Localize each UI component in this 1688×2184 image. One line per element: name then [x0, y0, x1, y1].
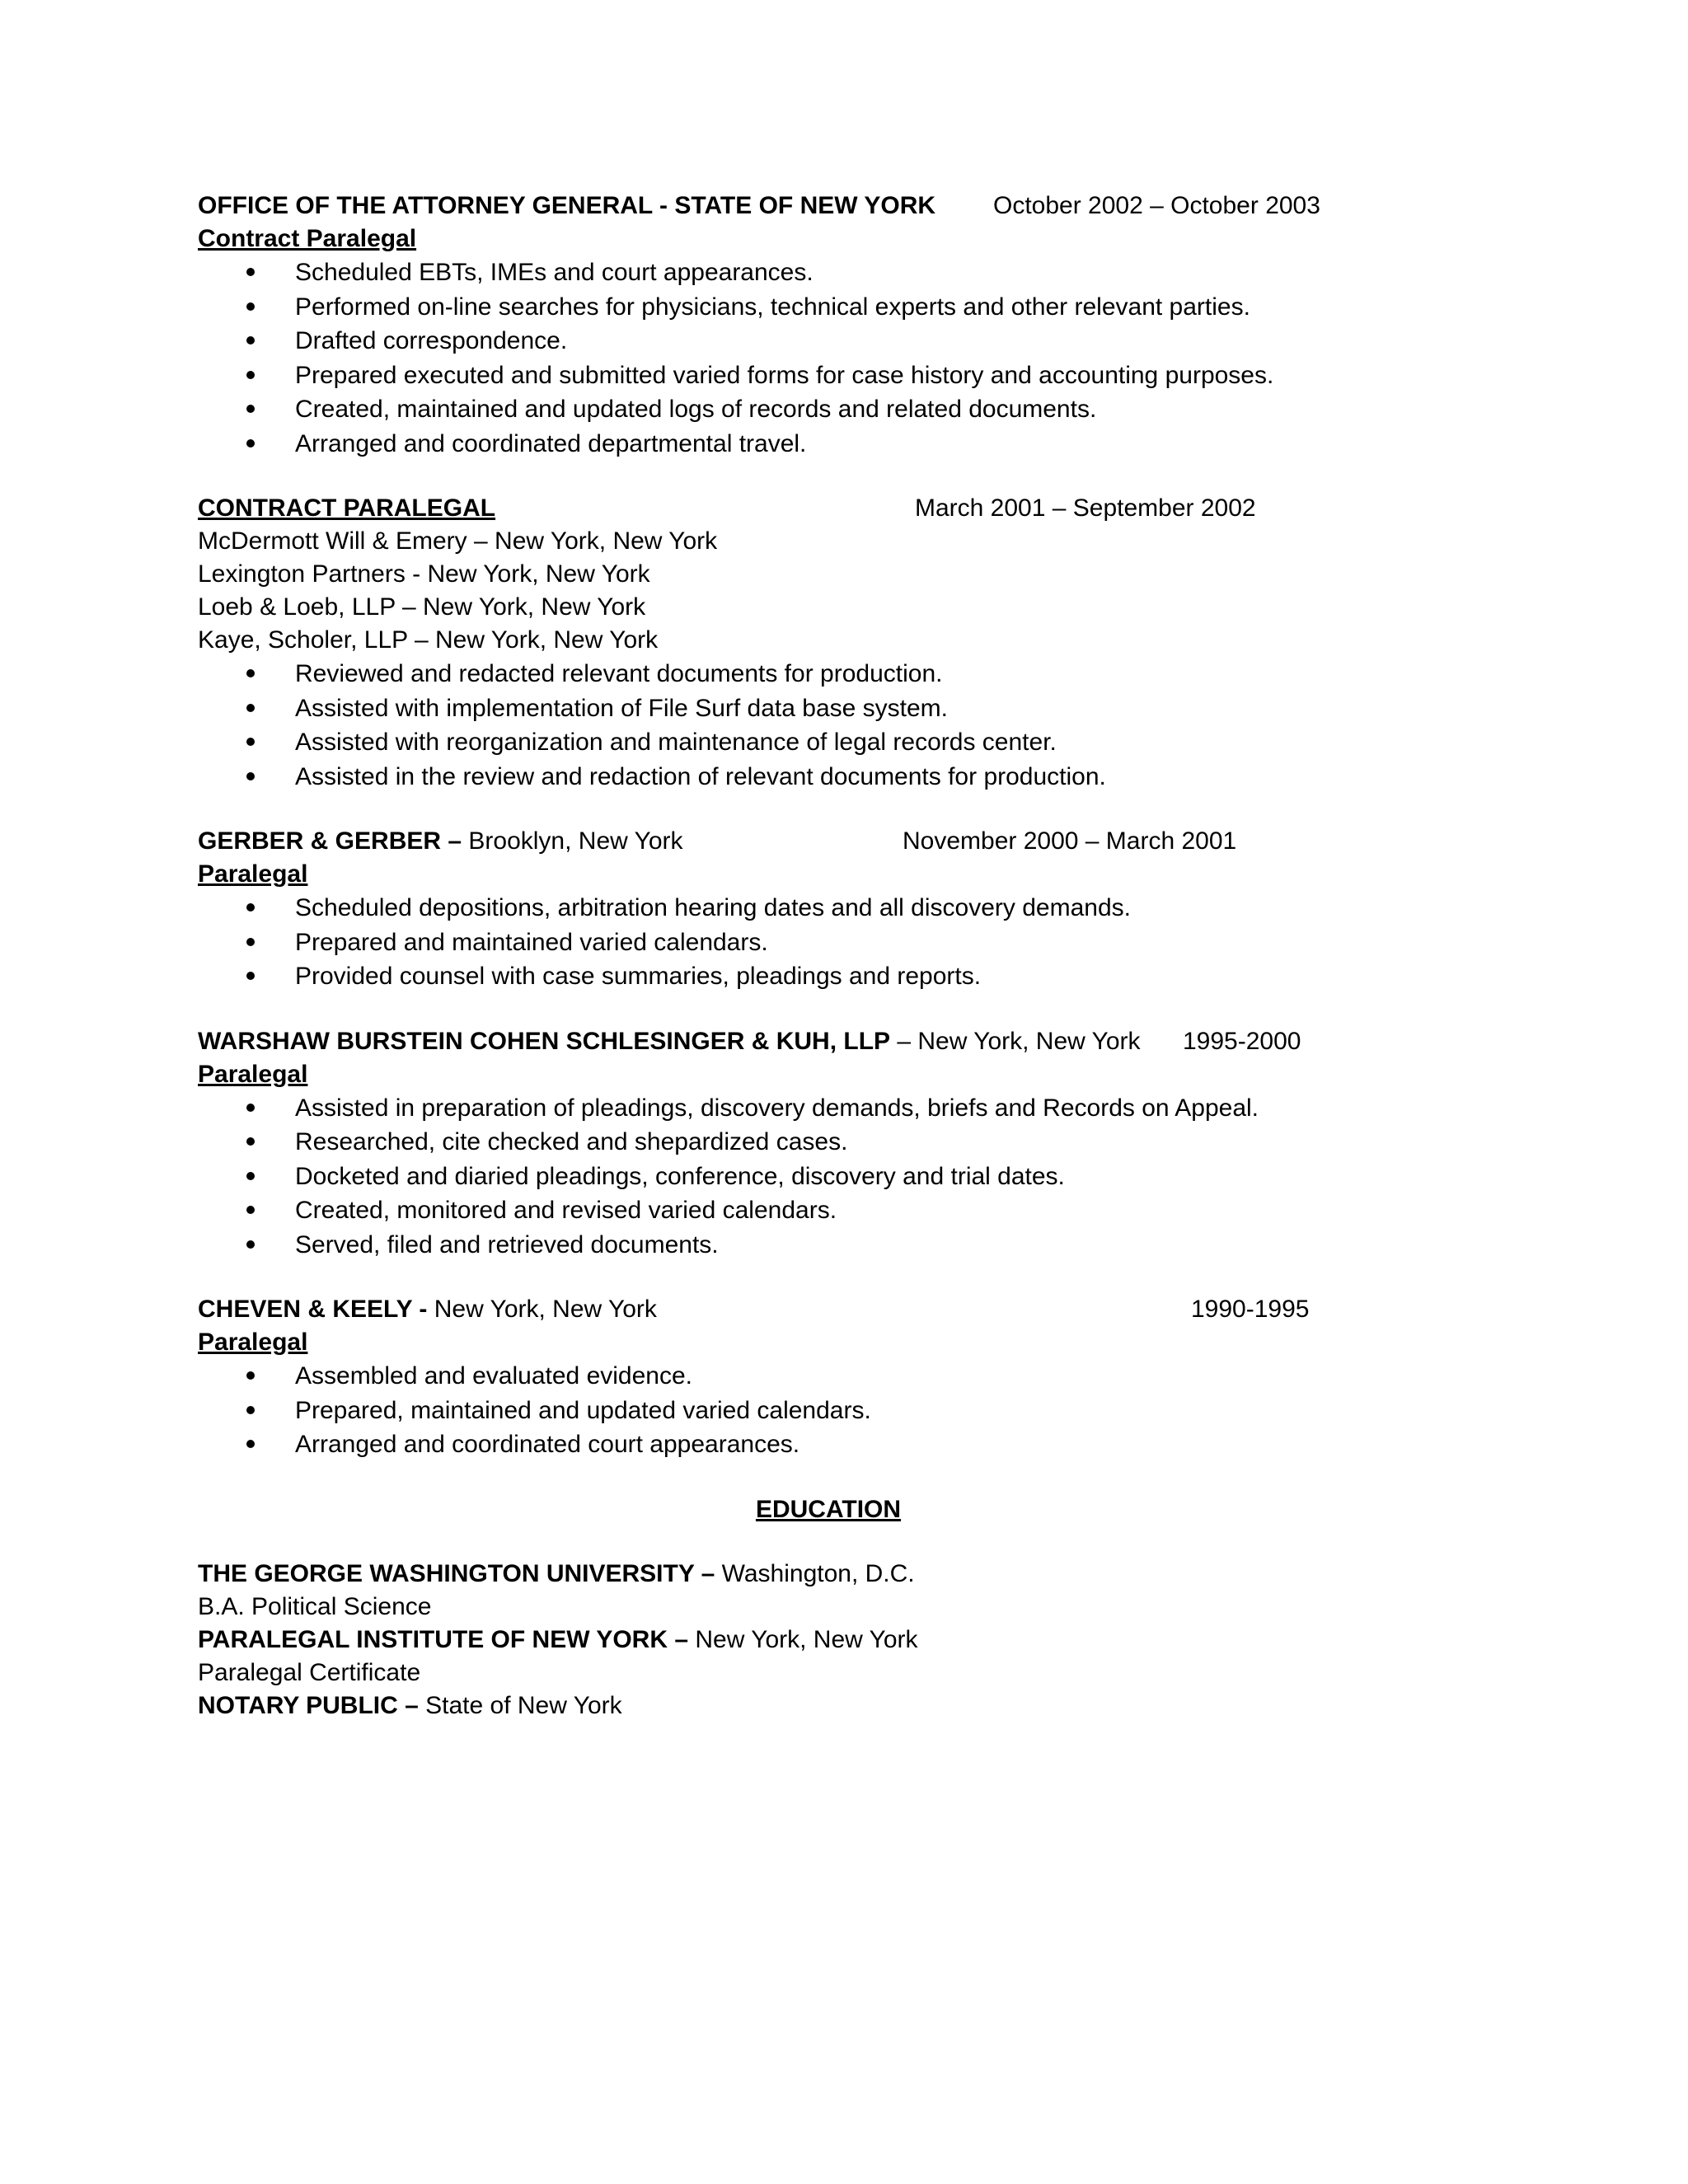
- employer-location: New York, New York: [427, 1296, 657, 1323]
- education-section: [198, 1493, 1434, 1722]
- list-item: Scheduled EBTs, IMEs and court appearances.: [198, 255, 1434, 290]
- job-title: Paralegal: [198, 1060, 308, 1088]
- bullet-icon: [246, 439, 255, 448]
- bullet-icon: [246, 1371, 255, 1380]
- school-location: State of New York: [418, 1691, 622, 1719]
- firm-line: Loeb & Loeb, LLP – New York, New York: [198, 593, 646, 621]
- bullet-icon: [246, 268, 255, 276]
- employer-location: – New York, New York: [890, 1027, 1141, 1055]
- bullet-icon: [246, 669, 255, 677]
- employer-name: GERBER & GERBER –: [198, 827, 462, 855]
- job-header: [198, 492, 1434, 525]
- list-item: Prepared and maintained varied calendars.: [198, 926, 1434, 960]
- job-dates: 1995-2000: [1183, 1027, 1301, 1055]
- school-name: THE GEORGE WASHINGTON UNIVERSITY –: [198, 1559, 715, 1587]
- job-attorney-general: [198, 190, 1434, 461]
- bullet-icon: [246, 772, 255, 780]
- firm-line: Lexington Partners - New York, New York: [198, 560, 650, 588]
- school-name: PARALEGAL INSTITUTE OF NEW YORK –: [198, 1625, 689, 1653]
- job-duties: [198, 1359, 1434, 1462]
- school-name: NOTARY PUBLIC –: [198, 1691, 419, 1719]
- list-item: Reviewed and redacted relevant documents for production.: [198, 657, 1434, 691]
- job-duties: [198, 255, 1434, 461]
- school-location: Washington, D.C.: [715, 1559, 915, 1587]
- list-item: Assisted with reorganization and maintenance of legal records center.: [198, 725, 1434, 760]
- list-item: Provided counsel with case summaries, pleadings and reports.: [198, 959, 1434, 994]
- list-item: Performed on-line searches for physicians, technical experts and other relevant parties.: [198, 290, 1434, 325]
- resume-page: [198, 190, 1434, 1722]
- list-item: Assisted in preparation of pleadings, discovery demands, briefs and Records on Appeal.: [198, 1091, 1434, 1126]
- education-entry: [198, 1558, 1434, 1591]
- list-item: Docketed and diaried pleadings, conference, discovery and trial dates.: [198, 1160, 1434, 1194]
- employer-name: OFFICE OF THE ATTORNEY GENERAL - STATE OF NEW YORK: [198, 192, 936, 219]
- job-gerber: [198, 825, 1434, 994]
- bullet-icon: [246, 1206, 255, 1214]
- job-dates: October 2002 – October 2003: [993, 192, 1320, 219]
- list-item: Served, filed and retrieved documents.: [198, 1228, 1434, 1263]
- job-header: [198, 1293, 1434, 1326]
- job-duties: [198, 891, 1434, 994]
- employer-name: CHEVEN & KEELY -: [198, 1296, 428, 1323]
- list-item: Assisted in the review and redaction of relevant documents for production.: [198, 760, 1434, 794]
- credential: Paralegal Certificate: [198, 1658, 421, 1686]
- firm-line: McDermott Will & Emery – New York, New York: [198, 527, 718, 555]
- list-item: Arranged and coordinated departmental travel.: [198, 427, 1434, 462]
- firm-line: Kaye, Scholer, LLP – New York, New York: [198, 626, 659, 654]
- employer-name: WARSHAW BURSTEIN COHEN SCHLESINGER & KUH, LLP: [198, 1027, 891, 1055]
- list-item: Assisted with implementation of File Surf data base system.: [198, 691, 1434, 726]
- bullet-icon: [246, 405, 255, 413]
- job-dates: 1990-1995: [1191, 1296, 1310, 1323]
- job-duties: [198, 657, 1434, 794]
- bullet-icon: [246, 302, 255, 311]
- education-heading: EDUCATION: [755, 1495, 902, 1523]
- school-location: New York, New York: [688, 1625, 918, 1653]
- employer-location: Brooklyn, New York: [462, 827, 683, 855]
- job-contract-paralegal: [198, 492, 1434, 794]
- bullet-icon: [246, 972, 255, 980]
- list-item: Created, monitored and revised varied calendars.: [198, 1193, 1434, 1228]
- job-warshaw: [198, 1025, 1434, 1263]
- bullet-icon: [246, 1406, 255, 1414]
- job-title: Paralegal: [198, 1329, 308, 1356]
- bullet-icon: [246, 903, 255, 912]
- job-header: [198, 1025, 1434, 1058]
- bullet-icon: [246, 938, 255, 946]
- bullet-icon: [246, 1240, 255, 1249]
- list-item: Created, maintained and updated logs of records and related documents.: [198, 392, 1434, 427]
- education-entry: [198, 1690, 1434, 1722]
- job-duties: [198, 1091, 1434, 1263]
- job-header: [198, 825, 1434, 858]
- list-item: Prepared, maintained and updated varied calendars.: [198, 1394, 1434, 1428]
- list-item: Drafted correspondence.: [198, 324, 1434, 359]
- list-item: Researched, cite checked and shepardized cases.: [198, 1125, 1434, 1160]
- bullet-icon: [246, 1440, 255, 1448]
- job-cheven-keely: [198, 1293, 1434, 1462]
- list-item: Scheduled depositions, arbitration hearing dates and all discovery demands.: [198, 891, 1434, 926]
- bullet-icon: [246, 738, 255, 746]
- education-entry: [198, 1624, 1434, 1657]
- list-item: Prepared executed and submitted varied forms for case history and accounting purposes.: [198, 359, 1434, 393]
- job-header: [198, 190, 1434, 223]
- list-item: Assembled and evaluated evidence.: [198, 1359, 1434, 1394]
- job-dates: March 2001 – September 2002: [915, 494, 1256, 522]
- credential: B.A. Political Science: [198, 1592, 432, 1620]
- bullet-icon: [246, 1172, 255, 1180]
- bullet-icon: [246, 704, 255, 712]
- employer-name: CONTRACT PARALEGAL: [198, 494, 496, 522]
- bullet-icon: [246, 1104, 255, 1112]
- list-item: Arranged and coordinated court appearances.: [198, 1427, 1434, 1462]
- bullet-icon: [246, 371, 255, 379]
- job-title: Paralegal: [198, 860, 308, 888]
- bullet-icon: [246, 1137, 255, 1146]
- job-title: Contract Paralegal: [198, 225, 417, 252]
- job-dates: November 2000 – March 2001: [903, 827, 1237, 855]
- bullet-icon: [246, 336, 255, 344]
